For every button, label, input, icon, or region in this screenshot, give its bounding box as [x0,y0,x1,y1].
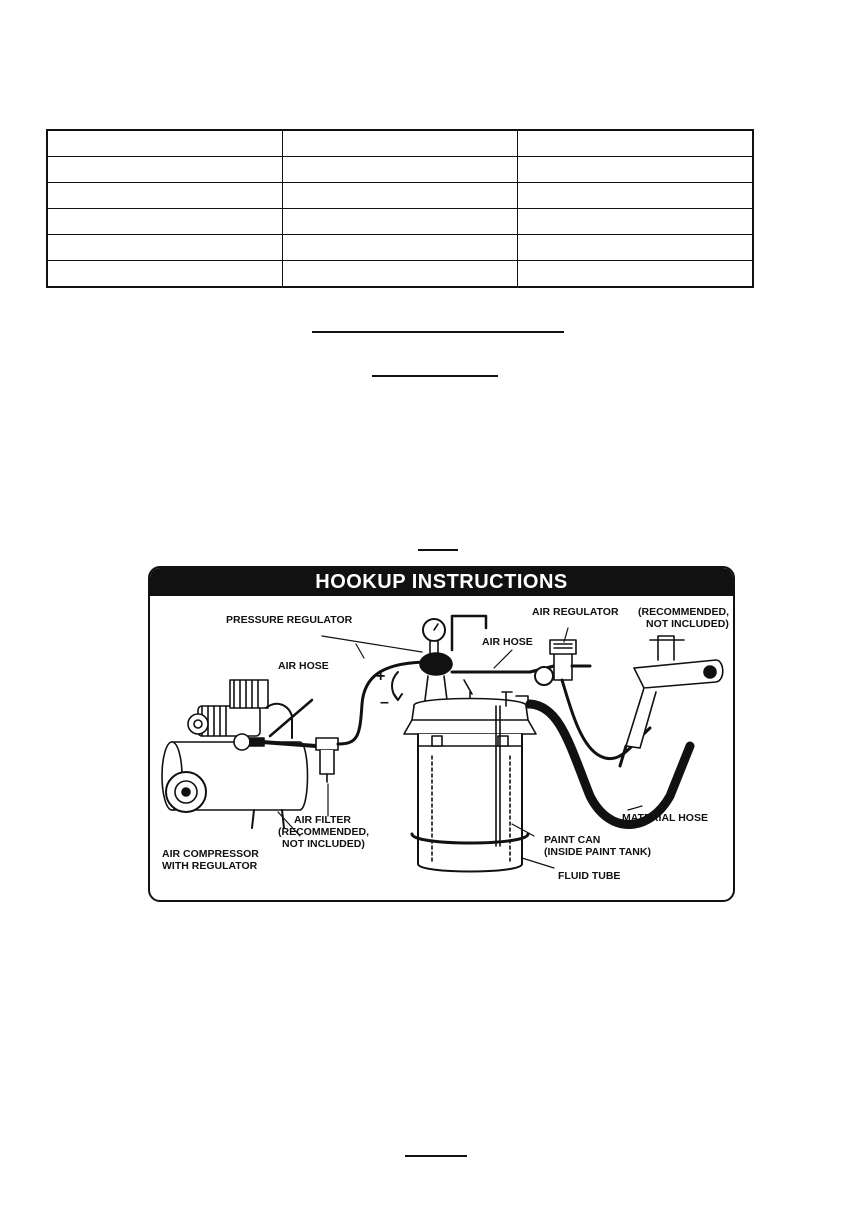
label-pressure-regulator: PRESSURE REGULATOR [226,614,353,626]
minus-sign: – [380,694,389,711]
subheading-underline [372,375,498,377]
label-recommended-b: (RECOMMENDED, [278,826,369,838]
label-fluid-tube: FLUID TUBE [558,870,621,882]
heading-underline [312,331,564,333]
plus-sign: + [376,668,386,685]
label-air-compressor: AIR COMPRESSOR [162,848,259,860]
figure-caption-underline [418,549,458,551]
label-recommended-a: (RECOMMENDED, [638,606,729,618]
hookup-figure [148,566,735,902]
label-not-included-a: NOT INCLUDED) [646,618,729,630]
table-row [47,261,753,288]
label-air-hose-center: AIR HOSE [482,636,533,648]
table-row [47,235,753,261]
empty-spec-table [46,129,754,288]
spray-gun-drawing [620,636,723,766]
paint-tank-drawing [404,692,536,872]
label-inside-paint-tank: (INSIDE PAINT TANK) [544,846,651,858]
label-air-filter: AIR FILTER [294,814,351,826]
table-row [47,183,753,209]
label-material-hose: MATERIAL HOSE [622,812,708,824]
air-regulator-drawing [535,640,590,685]
table-row [47,157,753,183]
figure-title: HOOKUP INSTRUCTIONS [150,568,733,596]
label-with-regulator: WITH REGULATOR [162,860,258,872]
table-row [47,130,753,157]
air-compressor-drawing [162,680,316,828]
label-air-hose-left: AIR HOSE [278,660,329,672]
label-not-included-b: NOT INCLUDED) [282,838,365,850]
label-air-regulator: AIR REGULATOR [532,606,619,618]
air-filter-drawing [316,738,338,782]
label-paint-can: PAINT CAN [544,834,601,846]
table-row [47,209,753,235]
footer-underline [405,1155,467,1157]
